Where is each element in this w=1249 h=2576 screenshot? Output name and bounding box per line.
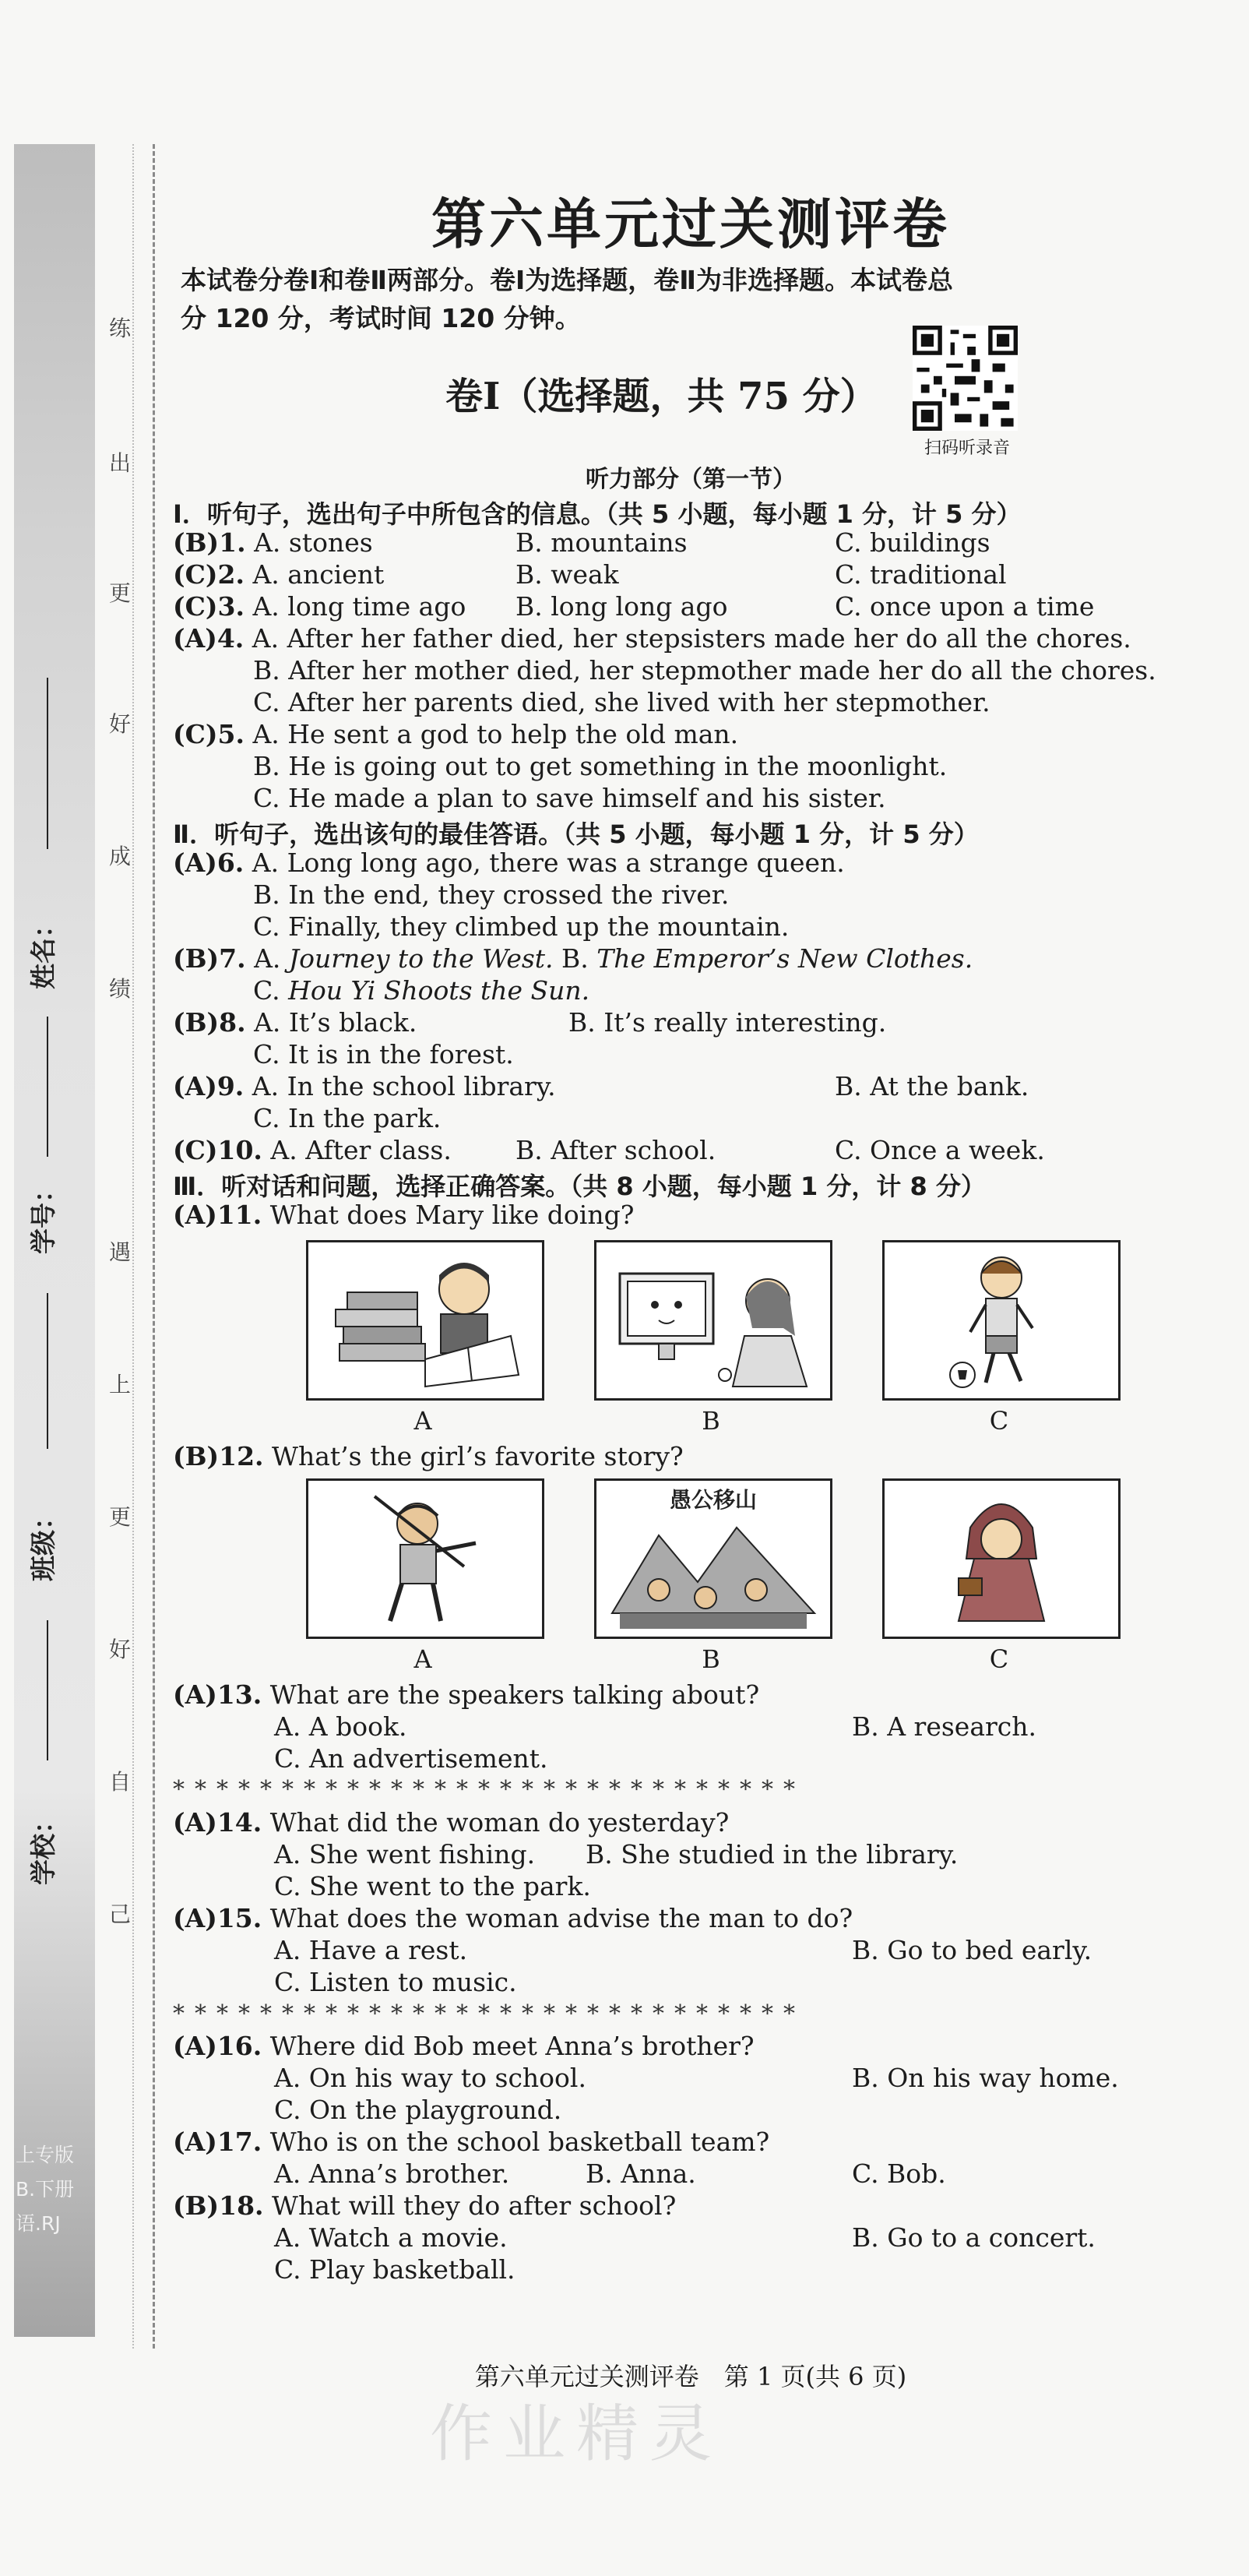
watermark-text: 作业精灵 [430, 2398, 723, 2470]
question-7-option-c [253, 975, 589, 1006]
option-c: C. Finally, they climbed up the mountain. [253, 911, 790, 942]
option-c: C. Once a week. [835, 1135, 1045, 1165]
red-riding-hood-illustration [885, 1481, 1118, 1637]
answer-mark: (C) [173, 559, 218, 590]
answer-mark: (C) [173, 591, 218, 622]
name-field-label: 姓名： [28, 912, 58, 989]
question-number: 12. [219, 1441, 264, 1471]
option-c: C. buildings [835, 527, 990, 558]
separator-stars: ***************************** [173, 1776, 805, 1803]
option-b: B. mountains [515, 527, 688, 558]
motto-char: 好 [109, 1637, 132, 1662]
option-b: B. After her mother died, her stepmother made her do all the chores. [253, 655, 1156, 685]
option-c: C. It is in the forest. [253, 1039, 514, 1070]
school-field-line[interactable] [47, 1620, 48, 1760]
question-2 [173, 559, 384, 590]
question-17 [173, 2127, 769, 2157]
option-a: A. long time ago [252, 591, 466, 622]
question-text: What are the speakers talking about? [269, 1679, 760, 1710]
question-7 [173, 943, 973, 974]
answer-mark: (A) [173, 2127, 217, 2157]
answer-mark: (A) [173, 2031, 217, 2061]
option-b: B. Anna. [586, 2158, 696, 2189]
question-number: 4. [216, 623, 245, 654]
school-field-label: 学校： [28, 1808, 58, 1885]
question-3 [173, 591, 466, 622]
question-12 [173, 1441, 684, 1471]
monkey-king-illustration [308, 1481, 542, 1637]
question-number: 8. [219, 1007, 246, 1038]
question-number: 11. [216, 1200, 262, 1230]
answer-mark: (A) [173, 623, 217, 654]
question-4 [173, 623, 1131, 654]
picture-option-b [594, 1478, 832, 1639]
option-b: B. A research. [852, 1711, 1036, 1742]
option-a: A. He sent a god to help the old man. [252, 719, 739, 749]
option-c: C. In the park. [253, 1103, 442, 1133]
question-1 [173, 527, 373, 558]
question-15 [173, 1903, 853, 1933]
picture-option-c [882, 1240, 1121, 1401]
question-text: Who is on the school basketball team? [269, 2127, 770, 2157]
intro-line: 本试卷分卷Ⅰ和卷Ⅱ两部分。卷Ⅰ为选择题，卷Ⅱ为非选择题。本试卷总 [181, 265, 954, 295]
computer-girl-illustration [596, 1242, 830, 1398]
question-number: 1. [219, 527, 246, 558]
section-heading: 听力部分（第一节） [586, 466, 796, 493]
option-b: B. On his way home. [852, 2063, 1119, 2093]
picture-option-c [882, 1478, 1121, 1639]
option-a-prefix: A. [254, 943, 281, 974]
motto-char: 成 [109, 844, 132, 869]
cut-line-dotted [132, 144, 134, 2349]
question-14 [173, 1807, 729, 1838]
intro-text [181, 261, 1193, 337]
option-a: A. Anna’s brother. [274, 2158, 510, 2189]
question-8 [173, 1007, 417, 1038]
question-number: 3. [217, 591, 245, 622]
option-a: A. A book. [274, 1711, 407, 1742]
reading-boy-illustration [308, 1242, 542, 1398]
option-a: A. She went fishing. [274, 1839, 536, 1869]
picture-option-b [594, 1240, 832, 1401]
picture-caption: 愚公移山 [669, 1487, 758, 1513]
answer-mark: (A) [173, 1071, 217, 1101]
page-footer: 第六单元过关测评卷 第 1 页(共 6 页) [474, 2362, 907, 2391]
motto-char: 自 [109, 1769, 132, 1795]
question-11 [173, 1200, 634, 1230]
answer-mark: (B) [173, 1007, 220, 1038]
edition-note [16, 2138, 93, 2241]
option-b: B. long long ago [515, 591, 728, 622]
question-number: 16. [216, 2031, 262, 2061]
question-number: 17. [216, 2127, 262, 2157]
question-16 [173, 2031, 755, 2061]
motto-char: 练 [109, 315, 132, 341]
question-number: 6. [216, 848, 245, 878]
option-c: Hou Yi Shoots the Sun. [288, 975, 590, 1006]
qr-code-icon[interactable] [913, 326, 1018, 431]
question-text: What does the woman advise the man to do? [269, 1903, 853, 1933]
option-a: A. Long long ago, there was a strange queen. [252, 848, 845, 878]
option-c: C. On the playground. [274, 2095, 562, 2125]
picture-label-b: B [702, 1406, 720, 1436]
option-b: B. Go to bed early. [852, 1935, 1092, 1965]
question-number: 9. [216, 1071, 245, 1101]
picture-option-a [306, 1240, 544, 1401]
question-9 [173, 1071, 556, 1101]
question-number: 2. [217, 559, 245, 590]
question-6 [173, 848, 845, 878]
question-5 [173, 719, 738, 749]
option-b-prefix: B. [561, 943, 589, 974]
answer-mark: (B) [173, 1441, 220, 1471]
option-c-prefix: C. [253, 975, 280, 1006]
class-field-label: 班级： [28, 1504, 58, 1581]
option-b: B. In the end, they crossed the river. [253, 879, 730, 910]
answer-mark: (A) [173, 848, 217, 878]
question-text: Where did Bob meet Anna’s brother? [269, 2031, 755, 2061]
picture-label-a: A [413, 1644, 432, 1674]
qr-label: 扫码听录音 [924, 439, 1010, 458]
option-b: B. weak [515, 559, 619, 590]
option-c: C. Listen to music. [274, 1967, 517, 1997]
picture-label-b: B [702, 1644, 720, 1674]
class-field-line[interactable] [47, 1293, 48, 1449]
option-a: A. Watch a movie. [274, 2222, 508, 2253]
option-a: A. Have a rest. [274, 1935, 468, 1965]
option-a: A. ancient [252, 559, 385, 590]
question-number: 14. [216, 1807, 262, 1838]
option-b: B. It’s really interesting. [568, 1007, 887, 1038]
option-b: B. He is going out to get something in the moonlight. [253, 751, 948, 781]
motto-char: 更 [109, 1504, 132, 1530]
answer-mark: (A) [173, 1679, 217, 1710]
option-a: A. stones [254, 527, 373, 558]
answer-mark: (C) [173, 1135, 218, 1165]
option-c: C. He made a plan to save himself and his sister. [253, 783, 886, 813]
option-a: A. After class. [270, 1135, 452, 1165]
question-text: What will they do after school? [272, 2190, 677, 2221]
option-b: B. At the bank. [835, 1071, 1029, 1101]
motto-char: 遇 [109, 1239, 132, 1265]
football-boy-illustration [885, 1242, 1118, 1398]
picture-label-a: A [413, 1406, 432, 1436]
option-c: C. once upon a time [835, 591, 1095, 622]
question-number: 7. [219, 943, 246, 974]
answer-mark: (A) [173, 1807, 217, 1838]
question-13 [173, 1679, 759, 1710]
option-a: Journey to the West. [288, 943, 554, 974]
cut-line-dashed [153, 144, 155, 2349]
part3-instruction: Ⅲ．听对话和问题，选择正确答案。（共 8 小题，每小题 1 分，计 8 分） [173, 1172, 986, 1201]
question-text: What’s the girl’s favorite story? [272, 1441, 684, 1471]
volume-title: 卷Ⅰ（选择题，共 75 分） [445, 375, 878, 418]
option-c: C. She went to the park. [274, 1871, 591, 1901]
picture-label-c: C [989, 1644, 1009, 1674]
answer-mark: (B) [173, 2190, 220, 2221]
question-number: 10. [217, 1135, 262, 1165]
option-c: C. traditional [835, 559, 1007, 590]
option-c: C. After her parents died, she lived with her stepmother. [253, 687, 990, 717]
edition-note-line: 语.RJ [16, 2212, 61, 2235]
student-id-field-label: 学号： [28, 1177, 58, 1254]
motto-char: 好 [109, 711, 132, 737]
option-c: C. Bob. [852, 2158, 946, 2189]
motto-char: 己 [109, 1901, 132, 1927]
option-a: A. On his way to school. [274, 2063, 586, 2093]
option-a: A. In the school library. [252, 1071, 556, 1101]
option-b: B. After school. [515, 1135, 716, 1165]
page-title: 第六单元过关测评卷 [431, 192, 950, 256]
option-a: A. After her father died, her stepsisters made her do all the chores. [252, 623, 1131, 654]
picture-option-a [306, 1478, 544, 1639]
option-a: A. It’s black. [254, 1007, 417, 1038]
answer-mark: (A) [173, 1903, 217, 1933]
option-c: C. An advertisement. [274, 1743, 548, 1774]
foolish-old-man-illustration [596, 1481, 830, 1637]
answer-mark: (C) [173, 719, 218, 749]
edition-note-line: B.下册 [16, 2178, 75, 2201]
question-18 [173, 2190, 676, 2221]
answer-mark: (B) [173, 943, 220, 974]
question-text: What does Mary like doing? [269, 1200, 635, 1230]
question-text: What did the woman do yesterday? [269, 1807, 730, 1838]
option-b: The Emperor’s New Clothes. [596, 943, 973, 974]
question-number: 5. [217, 719, 245, 749]
motto-char: 出 [109, 450, 132, 476]
motto-char: 更 [109, 580, 132, 606]
intro-line: 分 120 分，考试时间 120 分钟。 [181, 303, 581, 333]
motto-char: 上 [109, 1372, 132, 1397]
question-10 [173, 1135, 452, 1165]
question-number: 13. [216, 1679, 262, 1710]
student-id-field-line[interactable] [47, 1017, 48, 1157]
question-number: 15. [216, 1903, 262, 1933]
name-field-line[interactable] [47, 678, 48, 849]
option-b: B. She studied in the library. [586, 1839, 959, 1869]
answer-mark: (B) [173, 527, 220, 558]
part2-instruction: Ⅱ．听句子，选出该句的最佳答语。（共 5 小题，每小题 1 分，计 5 分） [173, 819, 979, 849]
option-c: C. Play basketball. [274, 2254, 515, 2285]
picture-label-c: C [989, 1406, 1009, 1436]
separator-stars: ***************************** [173, 2000, 805, 2028]
part1-instruction: Ⅰ．听句子，选出句子中所包含的信息。（共 5 小题，每小题 1 分，计 5 分） [173, 499, 1022, 529]
option-b: B. Go to a concert. [852, 2222, 1096, 2253]
answer-mark: (A) [173, 1200, 217, 1230]
edition-note-line: 上专版 [16, 2144, 75, 2166]
question-number: 18. [219, 2190, 264, 2221]
motto-char: 绩 [109, 976, 132, 1002]
